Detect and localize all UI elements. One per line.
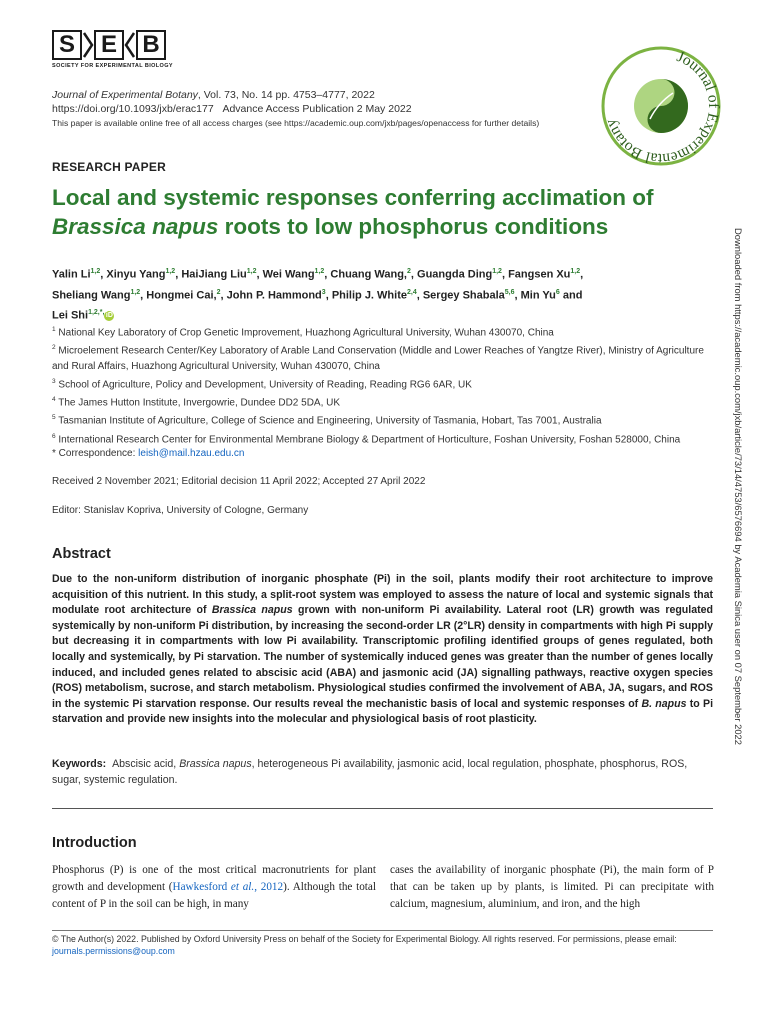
affiliation-number: 1	[52, 326, 56, 333]
author-affil: 1,2	[90, 268, 101, 275]
title-line-1: Local and systemic responses conferring acclimation of	[52, 185, 654, 210]
affiliation-text: National Key Laboratory of Crop Genetic Improvement, Huazhong Agricultural University, Wuhan 430070, China	[58, 327, 554, 339]
affiliation-text: School of Agriculture, Policy and Development, University of Reading, Reading RG6 6AR, UK	[58, 378, 472, 390]
editor-line: Editor: Stanislav Kopriva, University of Cologne, Germany	[52, 505, 309, 516]
affiliation-number: 4	[52, 395, 56, 403]
advance-access: Advance Access Publication 2 May 2022	[222, 103, 412, 115]
author-name: Yalin Li	[52, 268, 91, 281]
journal-meta	[52, 88, 539, 130]
correspondence-label: * Correspondence:	[52, 448, 139, 459]
affiliation-number: 5	[52, 414, 56, 422]
author-name: Hongmei Cai,	[146, 289, 217, 302]
journal-emblem	[600, 45, 722, 167]
author-name: Chuang Wang,	[330, 268, 407, 281]
logo-bracket-right	[124, 30, 136, 60]
affiliation-item	[52, 374, 717, 392]
open-access-note: This paper is available online free of all access charges (see https://academic.oup.com/jxb/pages/openaccess for further details)	[52, 118, 540, 128]
keywords-text: Abscisic acid,	[112, 758, 180, 770]
download-note-text: Downloaded from https://academic.oup.com/jxb/article/73/14/4753/6576694 by Academia Sinica user on 07 September 2022	[733, 228, 744, 745]
citation-author: Hawkesford	[172, 881, 231, 893]
logo-letter-s: S	[52, 30, 82, 60]
author-name: Fangsen Xu	[508, 268, 571, 281]
affiliation-item	[52, 392, 717, 410]
permissions-email[interactable]: journals.permissions@oup.com	[52, 946, 175, 956]
logo-bracket-left	[82, 30, 94, 60]
affiliation-text: International Research Center for Environmental Membrane Biology & Department of Horticulture, Foshan University, Foshan 528000, China	[58, 433, 681, 445]
keywords-label: Keywords:	[52, 758, 107, 770]
citation-link[interactable]	[173, 881, 284, 893]
abstract-heading: Abstract	[52, 546, 111, 562]
author-affil: 5,6	[504, 288, 515, 296]
author-affil: 1,2	[492, 268, 502, 275]
author-name: Lei Shi	[52, 309, 89, 322]
journal-name: Journal of Experimental Botany	[52, 89, 198, 101]
abstract-species: Brassica napus	[211, 604, 293, 617]
download-note	[733, 228, 747, 798]
abstract-species: B. napus	[641, 697, 687, 710]
author-affil: 2,4	[406, 288, 417, 296]
intro-right-column: cases the availability of inorganic phosphate (Pi), the main form of P that can be taken up by plants, is limited. Pi can precipitate with calcium, magnesium, aluminium, and iron, and the high	[390, 864, 714, 910]
affiliation-item	[52, 340, 717, 373]
journal-citation: , Vol. 73, No. 14 pp. 4753–4777, 2022	[197, 89, 375, 101]
article-dates: Received 2 November 2021; Editorial decision 11 April 2022; Accepted 27 April 2022	[52, 476, 426, 487]
copyright-footer	[52, 930, 713, 957]
author-list: Yalin Li$^{1,2}$, Xinyu Yang$^{1,2}$, HaiJiang Liu$^{1,2}$, Wei Wang$^{1,2}$, Chuang Wang,$^2$, Guangda Ding$^{1,2}$, Fangsen Xu$^{1,2}$, Sheliang Wang$^{1,2}$, Hongmei Cai,$^2$, John P. Hammond$^3$, Philip J. White$^{2,4}$, Sergey Shabala$^{5,6}$, Min Yu$^6$ and Lei Shi$^{1,2,*,}$ iD	[52, 268, 584, 322]
author-affil: 2	[407, 268, 411, 275]
intro-left-column	[52, 862, 376, 913]
logo-subtitle: SOCIETY FOR EXPERIMENTAL BIOLOGY	[52, 63, 173, 69]
keywords-species: Brassica napus	[179, 758, 252, 770]
abstract-text: to Pi starvation and provide new insights into the molecular and physiological basis of root plasticity.	[52, 697, 714, 726]
logo-letter-b: B	[136, 30, 166, 60]
author-affil: 1,2	[570, 268, 581, 275]
author-name: Philip J. White	[331, 289, 407, 302]
affiliation-text: Microelement Research Center/Key Laboratory of Arable Land Conservation (Middle and Lower Reaches of Yangtze River), Ministry of Agriculture and Rural Affairs, Huazhong Agricultural University, Wuhan 430070, China	[52, 345, 704, 372]
keywords-text: , heterogeneous Pi availability, jasmonic acid, local regulation, phosphate, phosphorus, ROS, sugar, systemic regulation.	[52, 758, 688, 786]
author-affil: 1,2	[165, 268, 176, 275]
affiliations	[52, 322, 717, 447]
copyright-text: © The Author(s) 2022. Published by Oxford University Press on behalf of the Society for Experimental Biology. All rights reserved. For permissions, please email:	[52, 934, 677, 944]
author-affil: 6	[555, 288, 560, 296]
emblem-text: Journal of Experimental Botany	[602, 48, 722, 167]
affiliation-text: The James Hutton Institute, Invergowrie, Dundee DD2 5DA, UK	[58, 397, 341, 409]
abstract-text: Due to the non-uniform distribution of inorganic phosphate (Pi) in the soil, plants modify their root architecture to improve acquisition of this nutrient. In this study, a split-root system was employed to assess the nature of local and systemic signals that modulate root architecture of	[52, 573, 713, 617]
author-name: Min Yu	[520, 289, 556, 302]
orcid-icon[interactable]: iD	[105, 312, 113, 320]
paper-title	[52, 183, 712, 241]
intro-text: Phosphorus (P) is one of the most critical macronutrients for plant growth and development (	[52, 864, 376, 893]
author-name: Wei Wang	[262, 268, 315, 281]
author-name: Xinyu Yang	[106, 268, 166, 281]
author-affil: 3	[321, 288, 326, 296]
citation-year: , 2012	[254, 881, 284, 893]
author-name: HaiJiang Liu	[181, 268, 247, 281]
affiliation-item	[52, 322, 717, 340]
affiliation-text: Tasmanian Institute of Agriculture, College of Science and Engineering, University of Tasmania, Hobart, Tas 7001, Australia	[58, 415, 602, 427]
section-divider	[52, 808, 713, 809]
doi-link[interactable]: https://doi.org/10.1093/jxb/erac177	[52, 103, 214, 115]
affiliation-number: 3	[52, 377, 56, 385]
affiliation-number: 6	[52, 432, 56, 440]
correspondence	[52, 448, 245, 459]
author-name: John P. Hammond	[226, 289, 322, 302]
abstract-body	[52, 572, 713, 728]
citation-etal: et al.	[230, 881, 255, 893]
author-name: Sheliang Wang	[52, 289, 131, 302]
affiliation-item	[52, 429, 717, 447]
introduction-heading: Introduction	[52, 835, 137, 851]
article-type: RESEARCH PAPER	[52, 160, 166, 174]
affiliation-item	[52, 410, 717, 428]
title-species: Brassica napus	[52, 214, 219, 239]
author-affil: 1,2,*,	[88, 309, 105, 317]
author-name: Guangda Ding	[417, 268, 493, 281]
author-affil: 1,2	[314, 268, 325, 275]
intro-text: ). Although the total content of P in the soil can be high, in many	[52, 881, 376, 910]
correspondence-email[interactable]: leish@mail.hzau.edu.cn	[138, 448, 245, 459]
author-affil: 1,2	[130, 288, 141, 296]
title-line-2: roots to low phosphorus conditions	[218, 214, 609, 239]
author-affil: 2	[216, 288, 221, 296]
seb-logo	[52, 30, 166, 60]
abstract-text: grown with non-uniform Pi availability. Lateral root (LR) growth was regulated systemically by non-uniform Pi distribution, by increasing the second-order LR (2°LR) density in compartments with high Pi supply but decreasing it in compartments with low Pi availability. Transcriptomic profiling identified groups of genes regulated, both locally and systemically, by Pi starvation. The number of systemically induced genes was greater than the number of genes locally induced, and included genes related to abscisic acid (ABA) and jasmonic acid (JA) signalling pathways, reactive oxygen species (ROS) metabolism, sucrose, and starch metabolism. Physiological studies confirmed the involvement of ABA, JA, sugars, and ROS in the systemic Pi starvation response. Our results reveal the mechanistic basis of local and systemic responses of	[52, 604, 713, 710]
author-affil: 1,2	[246, 268, 257, 275]
affiliation-number: 2	[52, 344, 56, 352]
logo-letter-e: E	[94, 30, 124, 60]
keywords	[52, 757, 713, 788]
author-name: Sergey Shabala	[422, 289, 505, 302]
